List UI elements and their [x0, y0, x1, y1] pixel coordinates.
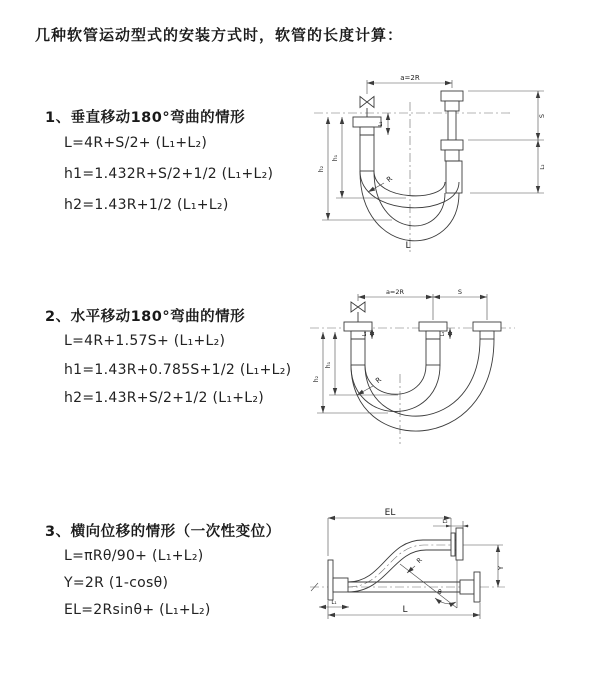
braid-section [351, 339, 365, 365]
section-3-heading: 3、横向位移的情形（一次性变位） [45, 524, 281, 540]
dim-label-a2r: a=2R [400, 74, 420, 82]
braid-section [446, 161, 462, 193]
radius-label: R [385, 174, 395, 184]
hose-curves [351, 339, 494, 431]
formula-line: h1=1.432R+S/2+1/2 (L₁+L₂) [64, 166, 274, 182]
formula-line: h2=1.43R+1/2 (L₁+L₂) [64, 197, 229, 213]
dim-label-a2r: a=2R [385, 288, 405, 296]
angle-theta-label: θ [438, 589, 442, 596]
formula-line: L=πRθ/90+ (L₁+L₂) [64, 548, 204, 564]
dim-label-l1: L₁ [362, 331, 368, 337]
page-title: 几种软管运动型式的安装方式时，软管的长度计算： [35, 26, 404, 44]
dim-label-l1: L₁ [378, 121, 384, 127]
length-label: L [402, 605, 408, 615]
formula-line: EL=2Rsinθ+ (L₁+L₂) [64, 602, 211, 618]
dim-label-h1: h₁ [325, 361, 332, 369]
shifted-end-fitting [473, 322, 501, 339]
diagram-horizontal-travel-bend [300, 282, 600, 450]
dim-label-y: Y [497, 565, 505, 571]
left-end-fitting [328, 560, 348, 600]
hose-curves [348, 540, 460, 592]
dim-label-el: EL [384, 508, 396, 518]
dim-label-l2: L₂ [440, 331, 446, 337]
braid-section [360, 135, 374, 171]
middle-end-fitting [419, 322, 447, 365]
dim-label-s: S [538, 113, 546, 119]
diagram-lateral-offset [305, 500, 600, 640]
radius-label: R [374, 375, 384, 385]
dim-label-l1: L₁ [331, 600, 337, 606]
radius-label: R [415, 556, 424, 565]
left-end-fitting [353, 117, 381, 171]
formula-line: L=4R+1.57S+ (L₁+L₂) [64, 333, 226, 349]
formula-line: h1=1.43R+0.785S+1/2 (L₁+L₂) [64, 362, 292, 378]
formula-line: L=4R+S/2+ (L₁+L₂) [64, 135, 208, 151]
dim-label-h1: h₁ [332, 154, 339, 162]
dim-label-l2: L₂ [442, 519, 448, 525]
dim-label-h2: h₂ [313, 375, 320, 383]
lower-right-fitting [460, 572, 480, 602]
diagram-vertical-travel-bend [300, 70, 580, 262]
dim-label-h2: h₂ [318, 165, 325, 173]
valve-icon [351, 302, 365, 322]
length-label: L [405, 241, 411, 251]
upper-flange-fitting [451, 528, 463, 560]
dim-label-l2: L₂ [540, 164, 546, 170]
section-1-heading: 1、垂直移动180°弯曲的情形 [45, 110, 246, 126]
valve-icon [360, 97, 374, 118]
left-end-fitting [344, 322, 372, 365]
formula-line: h2=1.43R+S/2+1/2 (L₁+L₂) [64, 390, 265, 406]
right-end-fitting [441, 91, 463, 193]
dim-label-s: S [457, 288, 463, 296]
dimension-lines [318, 74, 546, 251]
formula-line: Y=2R (1-cosθ) [64, 575, 169, 591]
braid-section [426, 339, 440, 365]
hose-curves [360, 171, 459, 241]
section-2-heading: 2、水平移动180°弯曲的情形 [45, 309, 246, 325]
centerlines [314, 102, 512, 254]
